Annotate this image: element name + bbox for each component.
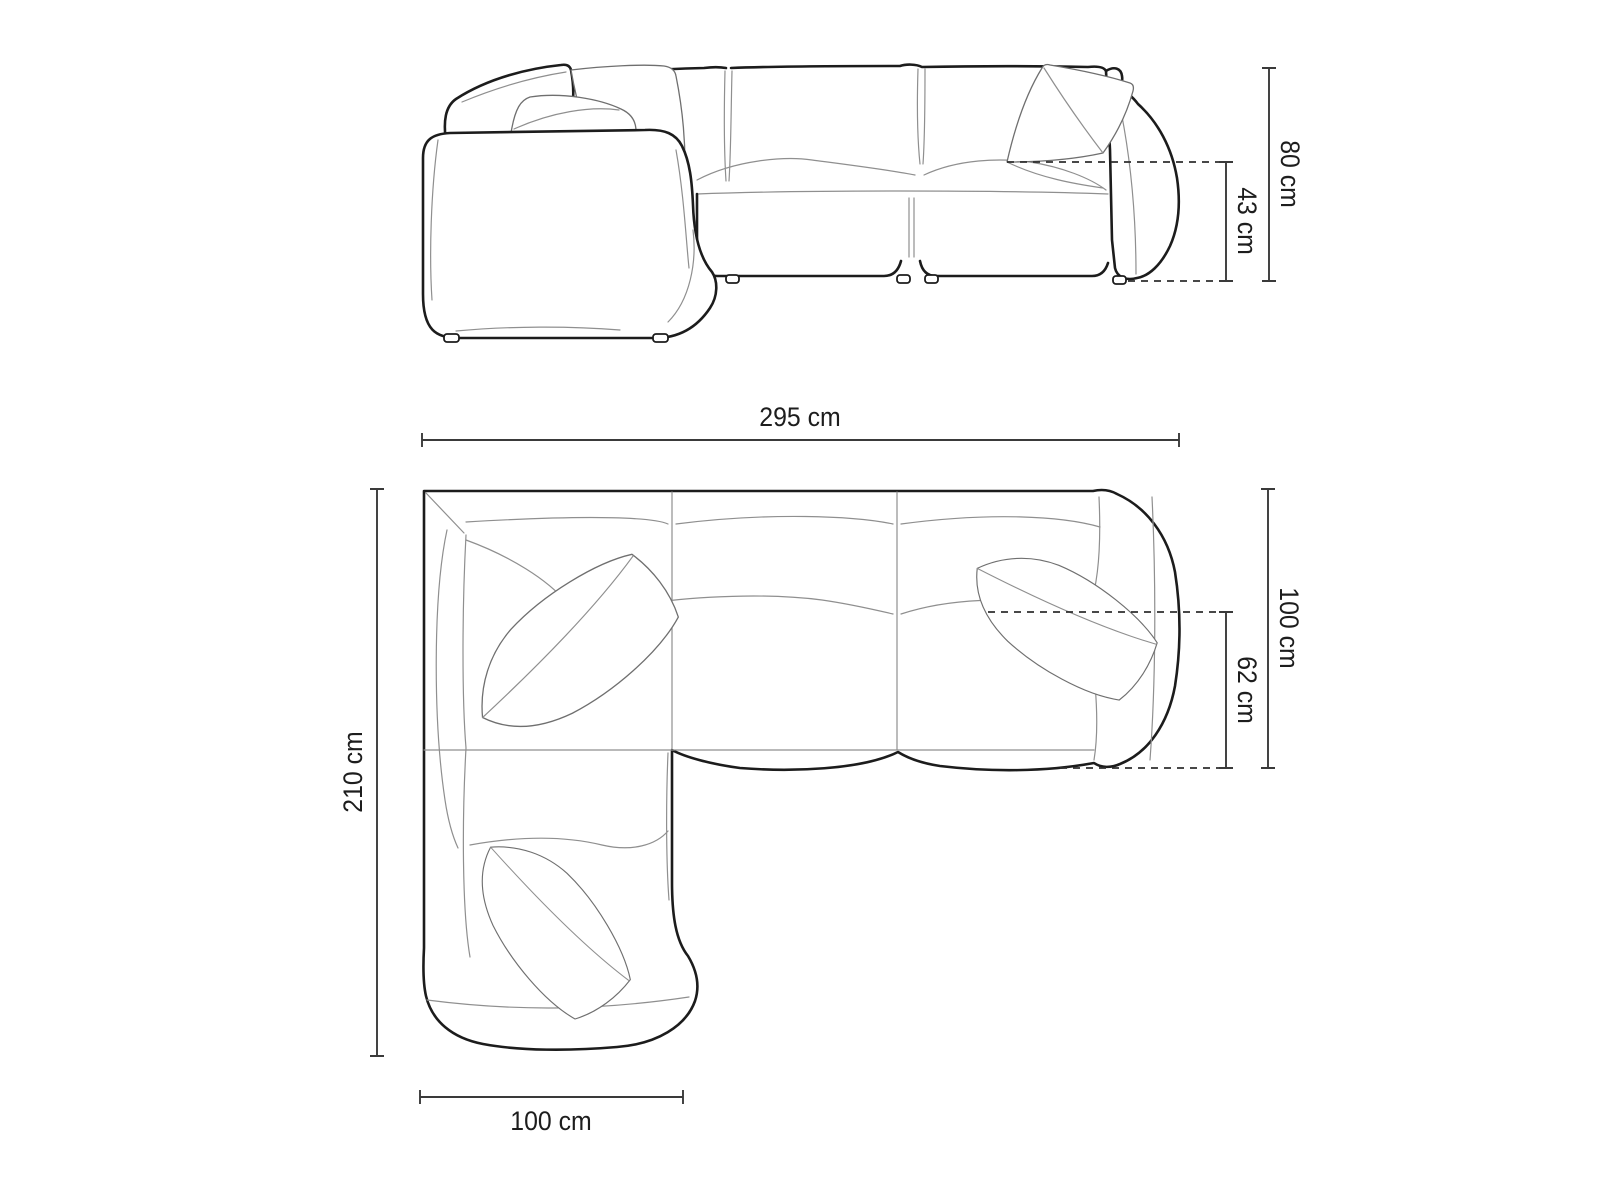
backrest-seam-right (917, 69, 925, 164)
seat-height-label: 43 cm (1231, 187, 1261, 255)
elevation-right-arm (1007, 64, 1179, 279)
seat-front-top-line (697, 191, 1108, 194)
chaise-width-label: 100 cm (510, 1107, 592, 1137)
elevation-corner-module (423, 130, 716, 338)
length-label: 210 cm (339, 731, 369, 813)
depth-label: 100 cm (1273, 587, 1303, 669)
foot (726, 275, 739, 283)
right-arm-pillow-to-seat (1007, 162, 1103, 188)
foot (444, 334, 459, 342)
dimension-seat-height (1219, 162, 1261, 281)
foot (653, 334, 668, 342)
dimension-chaise-width (420, 1090, 683, 1136)
width-label: 295 cm (759, 403, 841, 433)
dimension-height (1262, 68, 1304, 281)
foot (925, 275, 938, 283)
seat-front-bottom (697, 194, 1108, 276)
top-plan-view (339, 403, 1303, 1136)
corner-module-outline (423, 130, 716, 338)
seat-depth-label: 62 cm (1231, 656, 1261, 724)
dimension-width (422, 403, 1179, 447)
dimension-seat-depth (1219, 612, 1261, 768)
seat-module-seam (909, 198, 914, 257)
seat-cushion-top-arcs (697, 159, 1106, 190)
foot (897, 275, 910, 283)
front-elevation-view (423, 64, 1304, 342)
height-label: 80 cm (1274, 140, 1304, 208)
dimension-depth (1261, 489, 1303, 768)
backrest-seam-left (724, 71, 732, 181)
foot (1113, 276, 1126, 284)
dimension-length (339, 489, 384, 1056)
